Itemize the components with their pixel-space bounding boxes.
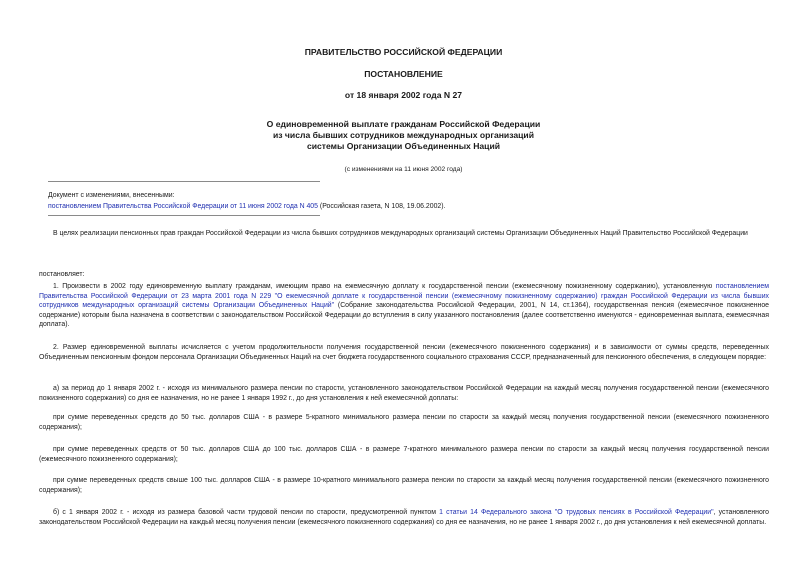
title-line-1: О единовременной выплате гражданам Российской Федерации [266, 119, 541, 129]
amendment-link[interactable]: постановлением Правительства Российской Федерации от 11 июня 2002 года N 405 [48, 203, 318, 210]
amendment-source: (Российская газета, N 108, 19.06.2002). [317, 203, 446, 210]
pension-law-link[interactable]: 1 статьи 14 Федерального закона "О трудовых пенсиях в Российской Федерации" [439, 509, 714, 516]
government-heading: ПРАВИТЕЛЬСТВО РОССИЙСКОЙ ФЕДЕРАЦИИ [304, 47, 503, 57]
paragraph-1 [39, 282, 769, 330]
paragraph-a-item-3: при сумме переведенных средств свыше 100 тыс. долларов США - в размере 10-кратного минимального размера пенсии по старости за каждый месяц получения государственной пенсии (ежемесячного пожизненного содержания); [39, 477, 769, 494]
amendments-intro: Документ с изменениями, внесенными: [48, 192, 175, 199]
divider-top [48, 181, 320, 182]
doc-type-heading: ПОСТАНОВЛЕНИЕ [364, 69, 443, 79]
paragraph-a-item-1: при сумме переведенных средств до 50 тыс. долларов США - в размере 5-кратного минимального размера пенсии по старости за каждый месяц получения государственной пенсии (ежемесячного пожизненного содержания); [39, 414, 769, 431]
changes-note: (с изменениями на 11 июня 2002 года) [344, 166, 463, 173]
paragraph-1-text-a: 1. Произвести в 2002 году единовременную выплату гражданам, имеющим право на ежемесячную доплату к государственной пенсии (ежемесячному пожизненному содержанию), установленную [53, 283, 716, 290]
title-line-3: системы Организации Объединенных Наций [306, 141, 501, 151]
preamble-paragraph: В целях реализации пенсионных прав граждан Российской Федерации из числа бывших сотрудников международных организаций системы Организации Объединенных Наций Правительство Российской Федерации [53, 230, 748, 237]
date-number-heading: от 18 января 2002 года N 27 [344, 90, 463, 100]
paragraph-a: а) за период до 1 января 2002 г. - исходя из минимального размера пенсии по старости, установленного законодательством Российской Федерации на каждый месяц получения государственной пенсии (ежемесячного пожизненного содержания) со дня ее назначения, но не ранее 1 января 1992 г., до дня установления к ней ежемесячной доплаты: [39, 385, 769, 402]
paragraph-1-text-b: (Собрание законодательства Российской Федерации, 2001, N 14, ст.1364), государственная пенсия (ежемесячное пожизненное содержание) которым была назначена в соответствии с законодательством Российской Федерации до вступления в силу указанного постановления (далее соответственно именуются - единовременная выплата, ежемесячная доплата). [39, 302, 769, 329]
paragraph-2: 2. Размер единовременной выплаты исчисляется с учетом продолжительности получения государственной пенсии (ежемесячного пожизненного содержания) и в зависимости от суммы средств, переведенных Объединенным пенсионным фондом персонала Организации Объединенных Наций на счет бюджета государственного социального страхования СССР, предназначенный для пенсионного обеспечения, в следующем порядке: [39, 344, 769, 361]
paragraph-b-text-a: б) с 1 января 2002 г. - исходя из размера базовой части трудовой пенсии по старости, предусмотренной пунктом [53, 509, 440, 516]
paragraph-b [39, 508, 769, 527]
paragraph-b-text-b: , установленного законодательством Российской Федерации на каждый месяц получения пенсии (ежемесячного пожизненного содержания) со дня ее назначения, но не ранее 1 января 2002 г., до дня установления к ней ежемесячной доплаты. [39, 509, 769, 526]
resolution-229-link[interactable]: постановлением Правительства Российской Федерации от 23 марта 2001 года N 229 "О ежемесячной доплате к государственной пенсии (ежемесячному пожизненному содержанию) граждан Российской Федерации из числа бывших сотрудников международных организаций системы Организации Объединенных Наций" [39, 283, 769, 310]
title-line-2: из числа бывших сотрудников международных организаций [272, 130, 534, 140]
paragraph-a-item-2: при сумме переведенных средств от 50 тыс. долларов США до 100 тыс. долларов США - в размере 7-кратного минимального размера пенсии по старости за каждый месяц получения государственной пенсии (ежемесячного пожизненного содержания); [39, 446, 769, 463]
decree-word: постановляет: [39, 271, 85, 278]
amendments-line [48, 202, 648, 212]
divider-bottom [48, 215, 320, 216]
